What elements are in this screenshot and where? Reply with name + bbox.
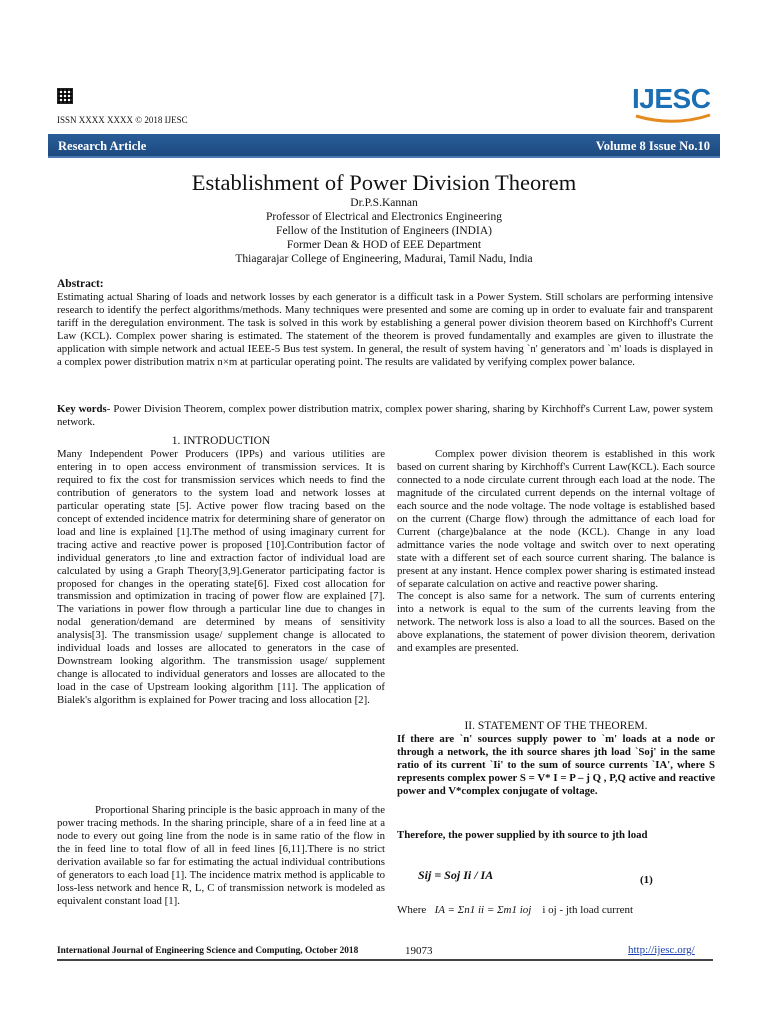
- keywords-text: - Power Division Theorem, complex power distribution matrix, complex power sharing, sharing by Kirchhoff's Current Law, power system network.: [57, 403, 713, 429]
- equation-1: Sij = Soj Ii / IA: [418, 868, 494, 882]
- abstract-body: Estimating actual Sharing of loads and network losses by each generator is a difficult task in a Power System. Still scholars are performing intensive research to identify the perfect algorithms/methods. Many techniques were presented and some are coming up in order to evaluate fair and transparent tariff in the deregulation environment. The task is solved in this work by establishing a general power division theorem based on Kirchhoff's Current Law (KCL). Complex power sharing is estimated. The statement of the theorem is proved fundamentally and examples are given to illustrate the application with simple network and actual IEEE-5 Bus test system. In general, the result of system having `n' generators and `m' loads is displayed in a complex power distribution matrix n×m at particular operating point. The results are validated by verifying complex power balance.: [57, 291, 713, 369]
- journal-logo: [632, 84, 712, 126]
- abstract-heading: Abstract:: [57, 278, 104, 290]
- section-heading-theorem: II. STATEMENT OF THE THEOREM.: [464, 720, 648, 732]
- intro-paragraph: [57, 804, 385, 908]
- paragraph: Complex power division theorem is established in this work based on current sharing by Kirchhoff's Current Law(KCL). Each source connected to a node circulate current through each load at the node. The magnitude of the circulated current depends on the internal voltage of each source and the node voltage. The node voltage is established based on the current (Charge flow) through the admittance of each load for Current (charge)balance at the node (KCL). Change in any load admittance varies the node voltage and switch over to next operating state with a different set of each source current sharing. The balance is present at any instant. Hence complex power sharing is estimated instead of separate calculation on active and reactive power sharing.: [397, 448, 715, 590]
- intro-paragraph: [57, 448, 385, 707]
- qr-code: [57, 88, 73, 104]
- logo-text: IJESC: [632, 83, 711, 114]
- section-heading-introduction: 1. INTRODUCTION: [171, 435, 271, 447]
- author-affiliation: Fellow of the Institution of Engineers (INDIA): [276, 225, 492, 237]
- author-affiliation: Professor of Electrical and Electronics Engineering: [266, 211, 502, 223]
- intro-right-column: [397, 448, 715, 655]
- where-description: i oj - jth load current: [542, 904, 634, 916]
- issn-line: ISSN XXXX XXXX © 2018 IJESC: [57, 115, 188, 125]
- paragraph: The concept is also same for a network. The sum of currents entering into a network is equal to the sum of the currents leaving from the network. The network loss is also a load to all the sources. Based on the above explanations, the statement of power division theorem, derivation and examples are presented.: [397, 590, 715, 655]
- journal-url-link[interactable]: http://ijesc.org/: [628, 944, 695, 956]
- author-affiliation: Former Dean & HOD of EEE Department: [286, 239, 482, 251]
- volume-issue: Volume 8 Issue No.10: [595, 139, 710, 153]
- keywords: [57, 403, 713, 429]
- keywords-label: Key words: [57, 403, 107, 415]
- footer-divider: [57, 959, 713, 961]
- paper-title: Establishment of Power Division Theorem: [191, 170, 577, 195]
- logo-swoosh-icon: [634, 113, 712, 123]
- article-banner: [48, 134, 720, 158]
- where-label: Where: [397, 904, 427, 916]
- where-equation: IA = Σn1 ii = Σm1 ioj: [434, 904, 532, 916]
- theorem-statement: If there are `n' sources supply power to `m' loads at a node or through a network, the ith source shares jth load `Soj' in the same ratio of its current `Ii' to the sum of source currents `IA', where S represents complex power S = V* I = P – j Q , P,Q active and reactive power and V*complex conjugate of voltage.: [397, 733, 715, 797]
- paragraph: Proportional Sharing principle is the basic approach in many of the power tracing methods. In the sharing principle, share of a in feed line at a node to every out going line from the node is in same ratio of the flow in the in feed line to total flow of all in feed lines [6,11].There is no strict derivation available so far for estimating the actual individual contributions of generators to each load [1]. The incidence matrix method is applicable to loss-less network and hence R, L, C of transmission network is modeled as equivalent constant load [1].: [57, 804, 385, 907]
- article-type: Research Article: [58, 139, 147, 153]
- author-name: Dr.P.S.Kannan: [350, 197, 418, 209]
- author-affiliation: Thiagarajar College of Engineering, Madurai, Tamil Nadu, India: [235, 253, 533, 265]
- footer-journal: International Journal of Engineering Science and Computing, October 2018: [57, 946, 359, 956]
- therefore-line: Therefore, the power supplied by ith source to jth load: [397, 829, 648, 841]
- paragraph: Many Independent Power Producers (IPPs) and various utilities are entering in to open access environment of transmission services. It is required to fix the cost for transmission services which needs to find the contribution of generators to the system load and network losses at particular operating state [5]. Active power flow tracing based on the concept of extended incidence matrix for determining share of generator on load and line is explained [1].The method of using imaginary current for tracing active and reactive power is proposed [10].Contribution factor of individual generators ,to line and extraction factor of individual load are calculated by using a Graph Theory[3,9].Generator participating factor is proposed for changes in the operating state[6]. Fixed cost allocation for transmission and optimization in tracing of power flow are explained [7]. The variations in power flow through a particular line due to changes in nodal generation/demand are determined by means of sensitivity analysis[3]. The transmission usage/ supplement change is allocated to individual loads and losses are allocated to generators in the case of Downstream looking algorithm. The transmission usage/ supplement change is allocated to individual generators and losses are allocated to the load in the case of Upstream looking algorithm [11]. The application of Bialek's algorithm is explained for Power tracing and loss allocation [2].: [57, 448, 385, 707]
- equation-number: (1): [640, 874, 653, 886]
- where-line: [397, 904, 715, 916]
- page-number: 19073: [405, 945, 433, 957]
